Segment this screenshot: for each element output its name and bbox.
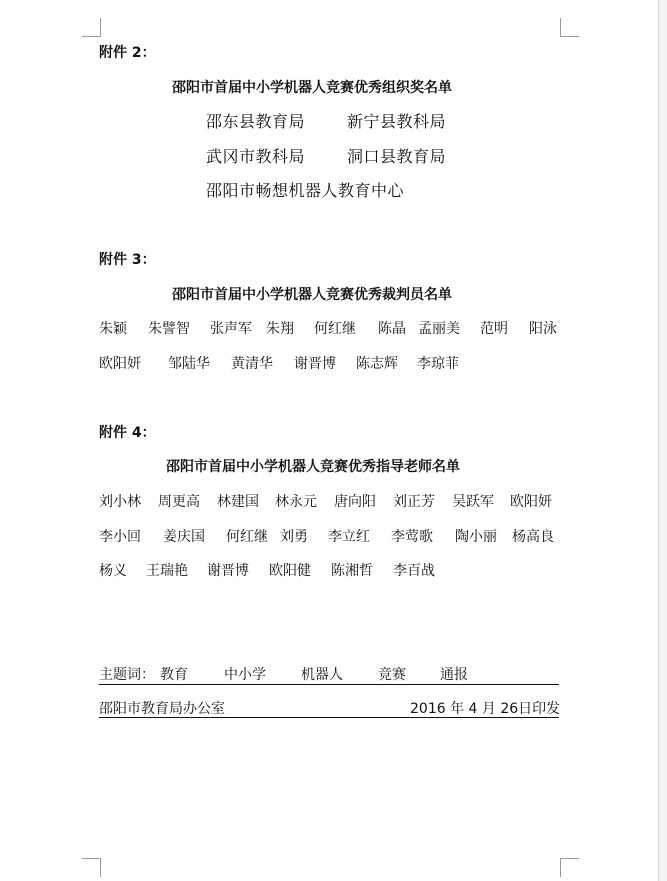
teacher-name: 唐向阳 [334,494,376,510]
attachment2-title: 邵阳市首届中小学机器人竞赛优秀组织奖名单 [172,80,452,96]
referee-name: 朱颖 [99,321,127,337]
issue-date: 2016 年 4 月 26日印发 [410,701,561,717]
referee-name: 李琼菲 [417,356,459,372]
teacher-name: 何红继 [226,529,268,545]
teacher-name: 刘正芳 [393,494,435,510]
subject-term: 机器人 [301,667,343,683]
teacher-name: 杨义 [99,563,127,579]
referee-name: 范明 [480,321,508,337]
attachment2-label: 附件 2： [99,45,156,61]
org-award-item: 新宁县教科局 [347,112,447,131]
page-edge [658,0,667,881]
subject-label: 主题词： [99,667,155,683]
teacher-name: 欧阳妍 [510,494,552,510]
teacher-name: 李小回 [99,529,141,545]
teacher-name: 吴跃军 [452,494,494,510]
subject-term: 教育 [160,667,188,683]
attachment3-label: 附件 3： [99,252,156,268]
teacher-name: 姜庆国 [163,529,205,545]
referee-name: 张声军 [210,321,252,337]
referee-name: 陈志辉 [356,356,398,372]
teacher-name: 李立红 [328,529,370,545]
issuer: 邵阳市教育局办公室 [99,701,225,717]
attachment4-label: 附件 4： [99,425,156,441]
teacher-name: 陈湘哲 [331,563,373,579]
org-award-item: 武冈市教科局 [206,147,306,166]
teacher-name: 刘勇 [280,529,308,545]
referee-name: 陈晶 [378,321,406,337]
org-award-item: 邵东县教育局 [206,112,306,131]
teacher-name: 李莺歌 [391,529,433,545]
subject-term: 通报 [440,667,468,683]
attachment3-title: 邵阳市首届中小学机器人竞赛优秀裁判员名单 [172,287,452,303]
referee-name: 黄清华 [231,356,273,372]
referee-name: 朱翔 [266,321,294,337]
footer-rule-top [99,684,559,685]
corner-mark-bottom-left [82,858,101,877]
org-award-item: 洞口县教育局 [347,147,447,166]
teacher-name: 王瑞艳 [146,563,188,579]
teacher-name: 陶小丽 [455,529,497,545]
teacher-name: 谢晋博 [207,563,249,579]
subject-term: 中小学 [224,667,266,683]
teacher-name: 杨高良 [512,529,554,545]
teacher-name: 周更高 [158,494,200,510]
teacher-name: 欧阳健 [269,563,311,579]
referee-name: 孟丽美 [418,321,460,337]
org-award-item: 邵阳市畅想机器人教育中心 [206,181,405,200]
corner-mark-top-left [82,18,101,37]
referee-name: 谢晋博 [294,356,336,372]
corner-mark-top-right [560,18,579,37]
referee-name: 阳泳 [529,321,557,337]
corner-mark-bottom-right [560,858,579,877]
teacher-name: 林建国 [217,494,259,510]
teacher-name: 李百战 [393,563,435,579]
referee-name: 欧阳妍 [99,356,141,372]
referee-name: 邹陆华 [168,356,210,372]
referee-name: 朱譬智 [148,321,190,337]
teacher-name: 刘小林 [99,494,141,510]
footer-rule-bottom [99,717,559,718]
referee-name: 何红继 [314,321,356,337]
attachment4-title: 邵阳市首届中小学机器人竞赛优秀指导老师名单 [166,459,460,475]
teacher-name: 林永元 [275,494,317,510]
subject-term: 竞赛 [378,667,406,683]
